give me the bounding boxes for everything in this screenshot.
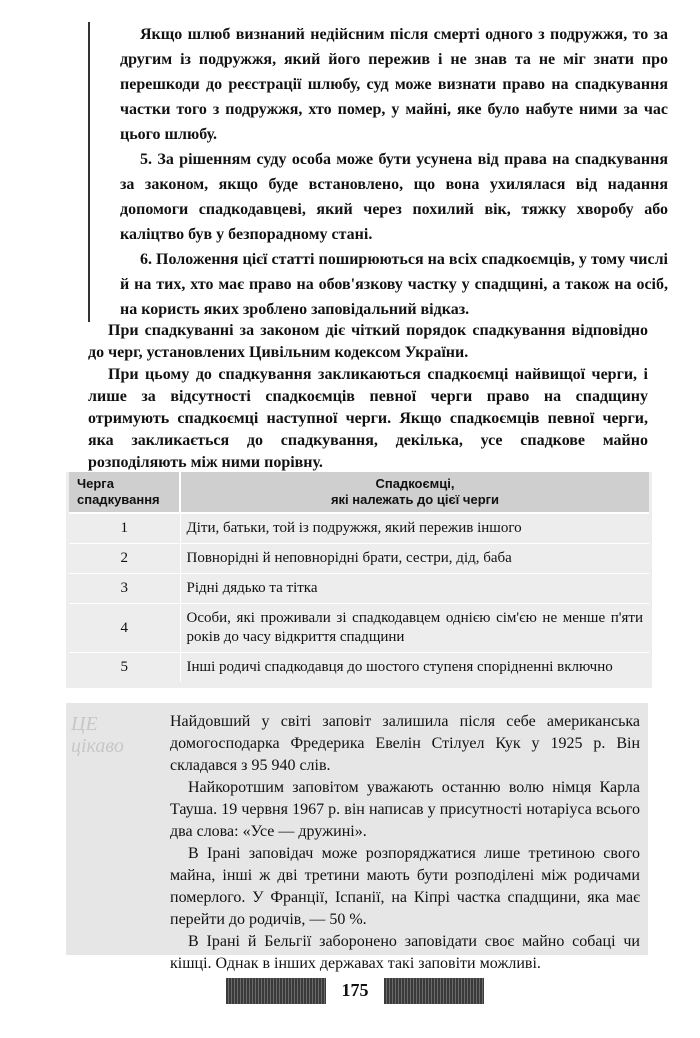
table-header-row — [69, 472, 649, 513]
table-row — [69, 574, 649, 604]
header-heirs: Спадкоємці, які належать до цієї черги — [180, 472, 649, 513]
fact-paragraph: В Ірані заповідач може розпоряджатися лише третиною свого майна, інші ж дві третини мають бути розподілені між родичами померлого. У Франції, Іспанії, на Кіпрі частка спадщини, яка має перейти до родичів, — 50 %. — [170, 845, 640, 928]
inheritance-order-table-container — [66, 472, 652, 688]
body-paragraph: При спадкуванні за законом діє чіткий порядок спадкування відповідно до черг, установлених Цивільним кодексом України. — [88, 322, 648, 361]
fact-paragraph: Найдовший у світі заповіт залишила після себе американська домогосподарка Фредерика Евелін Стілуел Кук у 1925 р. Він складався з 95 940 слів. — [170, 713, 640, 774]
row-number: 4 — [69, 604, 180, 653]
quote-paragraph: 6. Положення цієї статті поширюються на всіх спадкоємців, у тому числі й на тих, хто має право на обов'язкову частку у спадщині, а також на осіб, на користь яких зроблено заповідальний відказ. — [120, 251, 668, 318]
law-quote-block — [88, 22, 668, 322]
body-paragraph: При цьому до спадкування закликаються спадкоємці найвищої черги, і лише за відсутності спадкоємців певної черги право на спадщину отримують спадкоємці наступної черги. Якщо спадкоємців певної черги, яка закликається до спадкування, декілька, усе спадкове майно розподіляють між ними порівну. — [88, 366, 648, 471]
main-text — [88, 320, 648, 474]
header-order: Черга спадкування — [69, 472, 180, 513]
facts-text — [170, 711, 640, 975]
row-number: 5 — [69, 653, 180, 683]
interesting-tag: ЦЕ цікаво — [71, 713, 124, 757]
row-text: Повнорідні й неповнорідні брати, сестри, дід, баба — [180, 544, 649, 574]
table-row — [69, 604, 649, 653]
row-number: 2 — [69, 544, 180, 574]
page-footer — [0, 972, 700, 1012]
table-row — [69, 544, 649, 574]
inheritance-order-table — [69, 472, 649, 682]
row-text: Рідні дядько та тітка — [180, 574, 649, 604]
interesting-facts-box — [66, 703, 648, 972]
footer-decor-right — [384, 978, 484, 1004]
row-text: Особи, які проживали зі спадкодавцем однією сім'єю не менше п'яти років до часу відкриття спадщини — [180, 604, 649, 653]
table-row — [69, 513, 649, 544]
quote-paragraph: 5. За рішенням суду особа може бути усунена від права на спадкування за законом, якщо буде встановлено, що вона ухилялася від надання допомоги спадкодавцеві, який через похилий вік, тяжку хворобу або каліцтво був у безпорадному стані. — [120, 151, 668, 243]
footer-decor-left — [226, 978, 326, 1004]
row-number: 3 — [69, 574, 180, 604]
table-row — [69, 653, 649, 683]
row-number: 1 — [69, 513, 180, 544]
row-text: Діти, батьки, той із подружжя, який пережив іншого — [180, 513, 649, 544]
fact-paragraph: В Ірані й Бельгії заборонено заповідати своє майно собаці чи кішці. Однак в інших державах такі заповіти можливі. — [170, 933, 640, 972]
fact-paragraph: Найкоротшим заповітом уважають останню волю німця Карла Тауша. 19 червня 1967 р. він написав у присутності нотаріуса всього два слова: «Усе — дружині». — [170, 779, 640, 840]
page-number: 175 — [341, 980, 369, 1000]
quote-paragraph: Якщо шлюб визнаний недійсним після смерті одного з подружжя, то за другим із подружжя, який його пережив і не знав та не міг знати про перешкоди до реєстрації шлюбу, суд може визнати право на спадкування частки того з подружжя, хто помер, у майні, яке було набуте ними за час цього шлюбу. — [120, 26, 668, 143]
row-text: Інші родичі спадкодавця до шостого ступеня спорідненні включно — [180, 653, 649, 683]
